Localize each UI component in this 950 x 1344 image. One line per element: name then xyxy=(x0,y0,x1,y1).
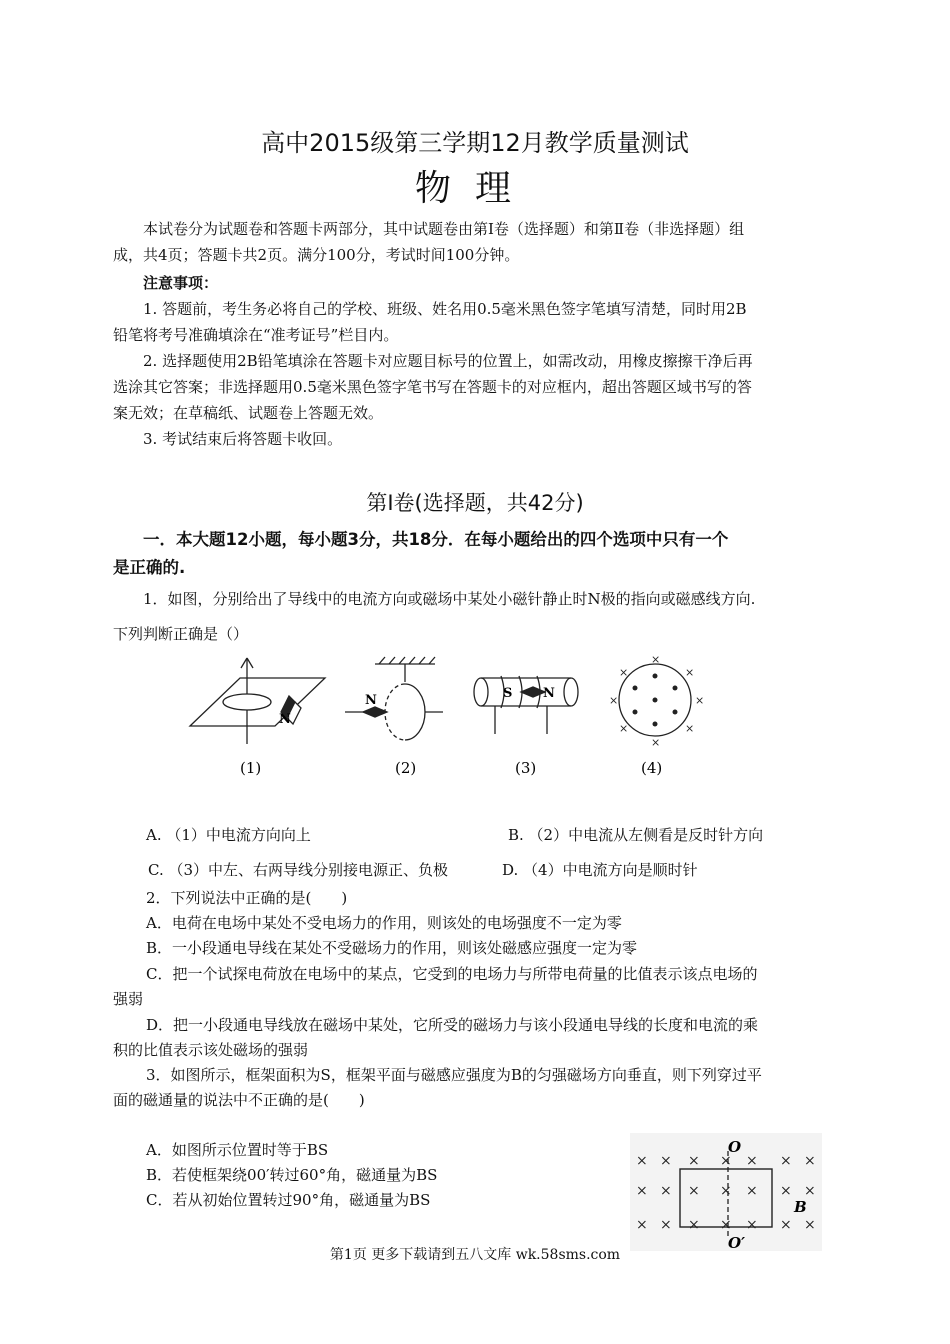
part1-instruction-2: 是正确的. xyxy=(113,558,186,577)
q2-option-c-2: 强弱 xyxy=(113,990,144,1008)
fig3-s-label: S xyxy=(503,686,513,701)
q3-option-c: C．若从初始位置转过90°角，磁通量为BS xyxy=(146,1191,431,1209)
field-cross: × xyxy=(804,1153,816,1169)
svg-text:×: × xyxy=(695,694,705,707)
field-cross: × xyxy=(720,1153,732,1169)
fig1-n-label: N xyxy=(279,712,291,727)
intro-line-2: 成，共4页；答题卡共2页。满分100分，考试时间100分钟。 xyxy=(113,246,520,264)
notice-item-2a: 2. 选择题使用2B铅笔填涂在答题卡对应题目标号的位置上，如需改动，用橡皮擦擦干净后再 xyxy=(143,352,753,370)
field-cross: × xyxy=(780,1217,792,1233)
field-cross: × xyxy=(720,1217,732,1233)
field-cross: × xyxy=(660,1183,672,1199)
section-title: 第Ⅰ卷(选择题，共42分) xyxy=(366,491,584,515)
notice-heading: 注意事项： xyxy=(143,274,219,292)
field-b-label: B xyxy=(794,1198,807,1216)
q2-option-d-1: D．把一小段通电导线放在磁场中某处，它所受的磁场力与该小段通电导线的长度和电流的乘 xyxy=(146,1016,759,1034)
field-cross: × xyxy=(636,1183,648,1199)
field-cross: × xyxy=(746,1153,758,1169)
field-cross: × xyxy=(688,1217,700,1233)
notice-item-1a: 1. 答题前，考生务必将自己的学校、班级、姓名用0.5毫米黑色签字笔填写清楚，同时用2B xyxy=(143,300,747,318)
svg-text:×: × xyxy=(651,736,661,749)
q3-option-b: B．若使框架绕00′转过60°角，磁通量为BS xyxy=(146,1166,438,1184)
notice-item-3: 3. 考试结束后将答题卡收回。 xyxy=(143,430,343,448)
figure-3 xyxy=(474,676,578,734)
q1-option-d: D. （4）中电流方向是顺时针 xyxy=(502,861,698,879)
field-cross: × xyxy=(780,1183,792,1199)
field-cross: × xyxy=(720,1183,732,1199)
fig2-n-label: N xyxy=(365,693,377,708)
q3-stem-1: 3．如图所示，框架面积为S，框架平面与磁感应强度为B的匀强磁场方向垂直，则下列穿过平 xyxy=(146,1066,762,1084)
q2-option-c-1: C．把一个试探电荷放在电场中的某点，它受到的电场力与所带电荷量的比值表示该点电场的 xyxy=(146,965,758,983)
axis-o-bottom: O′ xyxy=(728,1234,746,1251)
field-cross: × xyxy=(660,1153,672,1169)
page-footer: 第1页 更多下载请到五八文库 wk.58sms.com xyxy=(329,1247,621,1263)
q1-option-b: B. （2）中电流从左侧看是反时针方向 xyxy=(508,826,764,844)
q2-option-b: B．一小段通电导线在某处不受磁场力的作用，则该处磁感应强度一定为零 xyxy=(146,939,638,957)
q2-option-d-2: 积的比值表示该处磁场的强弱 xyxy=(113,1041,309,1059)
svg-text:×: × xyxy=(619,722,629,735)
field-cross: × xyxy=(746,1183,758,1199)
intro-line-1: 本试卷分为试题卷和答题卡两部分，其中试题卷由第Ⅰ卷（选择题）和第Ⅱ卷（非选择题）组 xyxy=(143,220,745,238)
field-cross: × xyxy=(780,1153,792,1169)
field-cross: × xyxy=(804,1183,816,1199)
q1-stem-2: 下列判断正确是（） xyxy=(113,625,249,643)
notice-item-1b: 铅笔将考号准确填涂在“准考证号”栏目内。 xyxy=(113,326,399,344)
field-cross: × xyxy=(804,1217,816,1233)
field-cross: × xyxy=(688,1183,700,1199)
field-cross: × xyxy=(746,1217,758,1233)
svg-text:×: × xyxy=(609,694,619,707)
figure-2 xyxy=(345,657,443,740)
svg-text:×: × xyxy=(685,722,695,735)
exam-title: 高中2015级第三学期12月教学质量测试 xyxy=(261,129,689,157)
subject-title: 物理 xyxy=(414,168,535,209)
field-cross: × xyxy=(688,1153,700,1169)
svg-text:×: × xyxy=(619,666,629,679)
q1-figures xyxy=(185,652,715,782)
field-cross: × xyxy=(636,1217,648,1233)
svg-text:×: × xyxy=(651,653,661,666)
part1-instruction-1: 一．本大题12小题，每小题3分，共18分．在每小题给出的四个选项中只有一个 xyxy=(143,530,729,549)
field-cross: × xyxy=(660,1217,672,1233)
axis-o-top: O xyxy=(728,1138,742,1156)
fig3-n-label: N xyxy=(543,686,555,701)
figure-1 xyxy=(190,658,325,744)
q3-option-a: A．如图所示位置时等于BS xyxy=(146,1141,329,1159)
q1-option-c: C. （3）中左、右两导线分别接电源正、负极 xyxy=(148,861,449,879)
q2-option-a: A．电荷在电场中某处不受电场力的作用，则该处的电场强度不一定为零 xyxy=(146,914,622,932)
fig1-label: (1) xyxy=(240,759,262,777)
fig2-label: (2) xyxy=(395,759,417,777)
q3-figure xyxy=(630,1133,822,1251)
q1-option-a: A. （1）中电流方向向上 xyxy=(146,826,311,844)
notice-item-2c: 案无效；在草稿纸、试题卷上答题无效。 xyxy=(113,404,384,422)
notice-item-2b: 选涂其它答案；非选择题用0.5毫米黑色签字笔书写在答题卡的对应框内，超出答题区域书写的答 xyxy=(113,378,752,396)
svg-text:×: × xyxy=(685,666,695,679)
field-cross: × xyxy=(636,1153,648,1169)
fig4-label: (4) xyxy=(641,759,663,777)
fig3-label: (3) xyxy=(515,759,537,777)
q2-stem: 2．下列说法中正确的是( ) xyxy=(146,889,348,907)
q1-stem-1: 1．如图，分别给出了导线中的电流方向或磁场中某处小磁针静止时N极的指向或磁感线方向. xyxy=(143,590,756,608)
figure-4-dots xyxy=(633,674,678,727)
q3-stem-2: 面的磁通量的说法中不正确的是( ) xyxy=(113,1091,365,1109)
